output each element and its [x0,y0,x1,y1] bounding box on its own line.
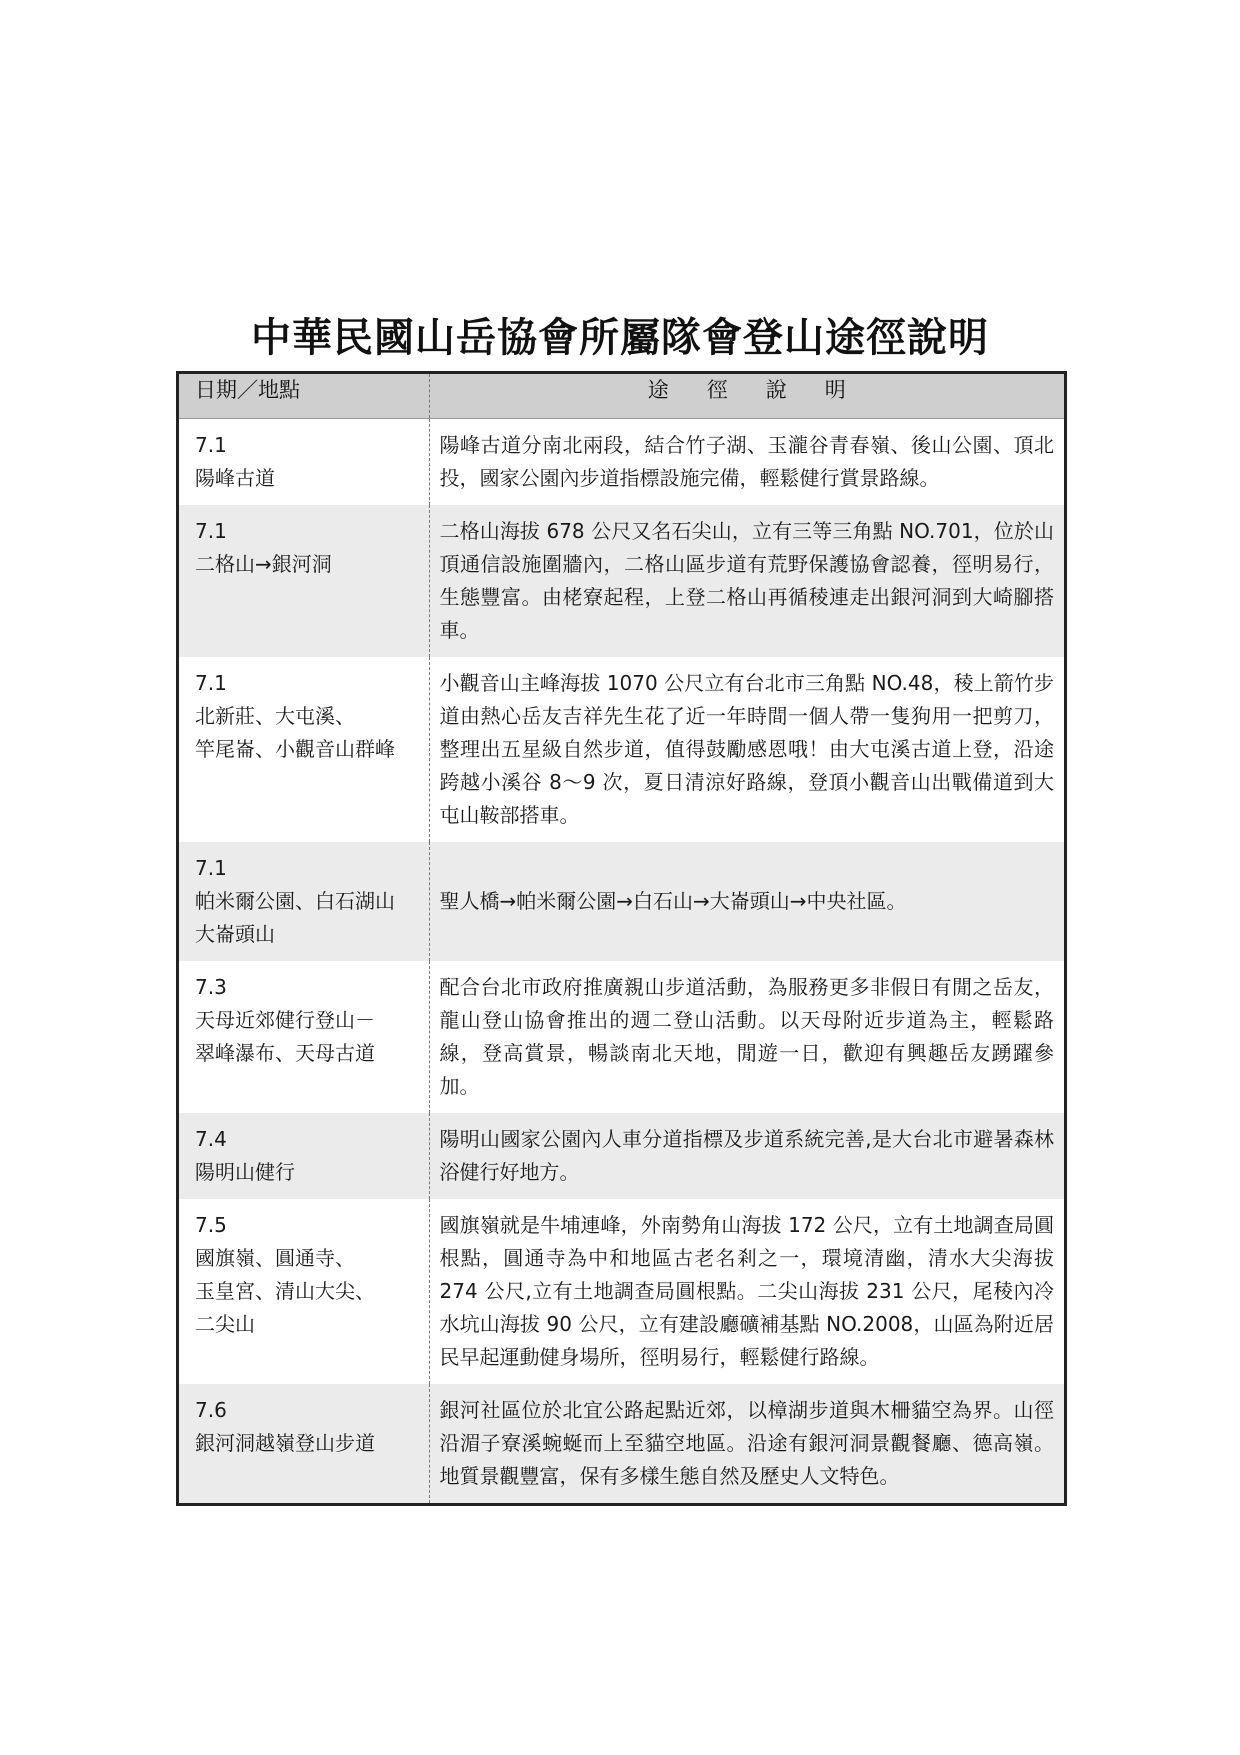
row-place: 二尖山 [195,1312,255,1336]
route-table-frame [176,371,1067,1506]
row-date: 7.1 [195,856,227,880]
table-row [179,1199,1064,1384]
route-description: 小觀音山主峰海拔 1070 公尺立有台北市三角點 NO.48，稜上箭竹步道由熱心岳友吉祥先生花了近一年時間一個人帶一隻狗用一把剪刀，整理出五星級自然步道，值得鼓勵感恩哦！由大屯溪古道上登，沿途跨越小溪谷 8～9 次，夏日清涼好路線，登頂小觀音山出戰備道到大屯山鞍部搭車。 [429,657,1064,842]
route-description: 二格山海拔 678 公尺又名石尖山，立有三等三角點 NO.701，位於山頂通信設施圍牆內，二格山區步道有荒野保護協會認養，徑明易行，生態豐富。由栳寮起程，上登二格山再循稜連走出銀河洞到大崎腳搭車。 [429,505,1064,657]
row-date: 7.6 [195,1398,227,1422]
route-table [179,374,1064,1503]
route-description: 陽明山國家公園內人車分道指標及步道系統完善,是大台北市避暑森林浴健行好地方。 [429,1113,1064,1199]
date-place-cell [179,842,429,961]
route-description: 銀河社區位於北宜公路起點近郊，以樟湖步道與木柵貓空為界。山徑沿湄子寮溪蜿蜒而上至貓空地區。沿途有銀河洞景觀餐廳、德高嶺。地質景觀豐富，保有多樣生態自然及歷史人文特色。 [429,1384,1064,1503]
table-row [179,1384,1064,1503]
row-place: 國旗嶺、圓通寺、 [195,1246,355,1270]
row-place: 竿尾崙、小觀音山群峰 [195,737,395,761]
row-place: 二格山→銀河洞 [195,552,332,576]
table-row [179,657,1064,842]
date-place-cell [179,1384,429,1503]
row-place: 帕米爾公園、白石湖山 [195,889,395,913]
row-place: 北新莊、大屯溪、 [195,704,355,728]
row-date: 7.1 [195,671,227,695]
date-place-cell [179,419,429,506]
row-place: 陽明山健行 [195,1160,295,1184]
route-description: 聖人橋→帕米爾公園→白石山→大崙頭山→中央社區。 [429,842,1064,961]
date-place-cell [179,1199,429,1384]
date-place-cell [179,657,429,842]
table-row [179,1113,1064,1199]
table-row [179,419,1064,506]
row-place: 陽峰古道 [195,466,275,490]
table-row [179,842,1064,961]
route-description: 陽峰古道分南北兩段，結合竹子湖、玉瀧谷青春嶺、後山公園、頂北投，國家公園內步道指標設施完備，輕鬆健行賞景路線。 [429,419,1064,506]
row-date: 7.1 [195,519,227,543]
row-place: 天母近郊健行登山－ [195,1008,375,1032]
table-row [179,505,1064,657]
header-description: 途徑說明 [429,374,1064,419]
header-date-place: 日期／地點 [179,374,429,419]
page-title: 中華民國山岳協會所屬隊會登山途徑說明 [251,315,989,361]
date-place-cell [179,1113,429,1199]
row-date: 7.3 [195,975,227,999]
route-description: 國旗嶺就是牛埔連峰，外南勢角山海拔 172 公尺，立有土地調查局圓根點，圓通寺為中和地區古老名剎之一，環境清幽，清水大尖海拔 274 公尺,立有土地調查局圓根點。二尖山海拔 231 公尺，尾稜內冷水坑山海拔 90 公尺，立有建設廳礦補基點 NO.2008，山區為附近居民早起運動健身場所，徑明易行，輕鬆健行路線。 [429,1199,1064,1384]
row-place: 玉皇宮、清山大尖、 [195,1279,375,1303]
table-header-row [179,374,1064,419]
row-place: 大崙頭山 [195,922,275,946]
row-date: 7.1 [195,433,227,457]
row-date: 7.4 [195,1127,227,1151]
row-date: 7.5 [195,1213,227,1237]
date-place-cell [179,961,429,1113]
row-place: 翠峰瀑布、天母古道 [195,1041,375,1065]
table-row [179,961,1064,1113]
row-place: 銀河洞越嶺登山步道 [195,1431,375,1455]
date-place-cell [179,505,429,657]
route-description: 配合台北市政府推廣親山步道活動，為服務更多非假日有閒之岳友，龍山登山協會推出的週二登山活動。以天母附近步道為主，輕鬆路線，登高賞景，暢談南北天地，閒遊一日，歡迎有興趣岳友踴躍參加。 [429,961,1064,1113]
